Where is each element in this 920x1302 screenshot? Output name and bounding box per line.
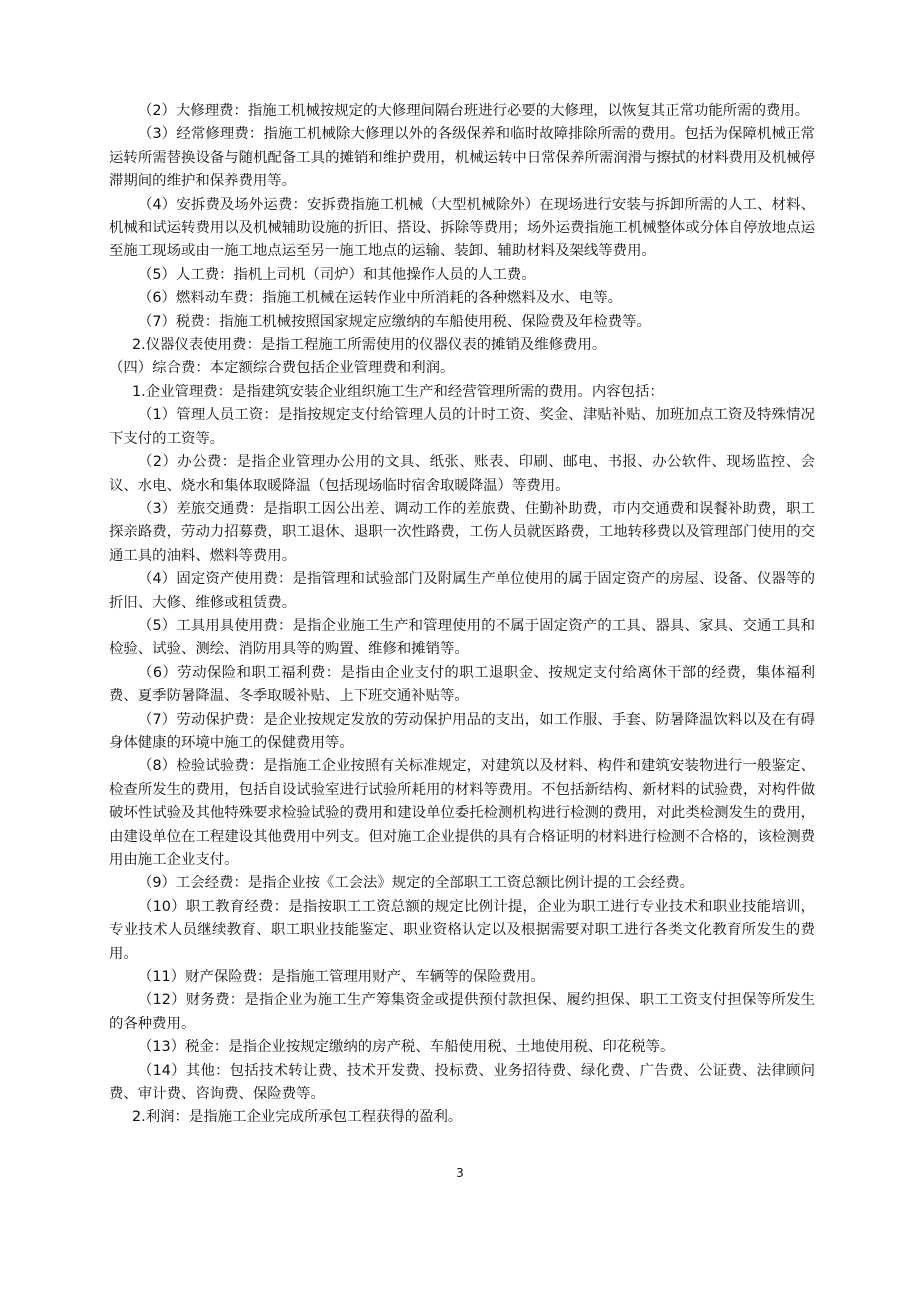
- page-number: 3: [456, 1166, 464, 1180]
- paragraph: （5）工具用具使用费：是指企业施工生产和管理使用的不属于固定资产的工具、器具、家具、交通工具和检验、试验、测绘、消防用具等的购置、维修和摊销等。: [109, 617, 815, 658]
- paragraph: 1.企业管理费：是指建筑安装企业组织施工生产和经营管理所需的费用。内容包括：: [132, 383, 664, 400]
- paragraph: （6）劳动保险和职工福利费：是指由企业支付的职工退职金、按规定支付给离休干部的经费，集体福利费、夏季防暑降温、冬季取暖补贴、上下班交通补贴等。: [109, 664, 815, 705]
- paragraph: （3）经常修理费：指施工机械除大修理以外的各级保养和临时故障排除所需的费用。包括为保障机械正常运转所需替换设备与随机配备工具的摊销和维护费用，机械运转中日常保养所需润滑与擦拭的材料费用及机械停滞期间的维护和保养费用等。: [109, 126, 815, 190]
- paragraph: （11）财产保险费：是指施工管理用财产、车辆等的保险费用。: [138, 969, 545, 986]
- paragraph: （2）大修理费：指施工机械按规定的大修理间隔台班进行必要的大修理，以恢复其正常功能所需的费用。: [138, 103, 810, 119]
- paragraph: （4）安拆费及场外运费：安拆费指施工机械（大型机械除外）在现场进行安装与拆卸所需的人工、材料、机械和试运转费用以及机械辅助设施的折旧、搭设、拆除等费用；场外运费指施工机械整体或分体自停放地点运至施工现场或由一施工地点运至另一施工地点的运输、装卸、辅助材料及架线等费用。: [109, 196, 815, 260]
- paragraph: （9）工会经费：是指企业按《工会法》规定的全部职工工资总额比例计提的工会经费。: [138, 875, 695, 892]
- paragraph: （6）燃料动车费：指施工机械在运转作业中所消耗的各种燃料及水、电等。: [138, 290, 623, 307]
- paragraph: （2）办公费：是指企业管理办公用的文具、纸张、账表、印刷、邮电、书报、办公软件、现场监控、会议、水电、烧水和集体取暖降温（包括现场临时宿舍取暖降温）等费用。: [109, 454, 815, 494]
- paragraph: （12）财务费：是指企业为施工生产筹集资金或提供预付款担保、履约担保、职工工资支付担保等所发生的各种费用。: [109, 992, 815, 1032]
- paragraph: （7）税费：指施工机械按照国家规定应缴纳的车船使用税、保险费及年检费等。: [138, 313, 651, 330]
- paragraph: （10）职工教育经费：是指按职工工资总额的规定比例计提，企业为职工进行专业技术和职业技能培训，专业技术人员继续教育、职工职业技能鉴定、职业资格认定以及根据需要对职工进行各类文化教育所发生的费用。: [109, 898, 815, 962]
- section-heading: （四）综合费：本定额综合费包括企业管理费和利润。: [109, 360, 455, 377]
- paragraph: （3）差旅交通费：是指职工因公出差、调动工作的差旅费、住勤补助费，市内交通费和误餐补助费，职工探亲路费，劳动力招募费，职工退休、退职一次性路费，工伤人员就医路费，工地转移费以及管理部门使用的交通工具的油料、燃料等费用。: [109, 500, 815, 564]
- paragraph: 2.利润：是指施工企业完成所承包工程获得的盈利。: [132, 1109, 463, 1126]
- paragraph: （7）劳动保护费：是企业按规定发放的劳动保护用品的支出，如工作服、手套、防暑降温饮料以及在有碍身体健康的环境中施工的保健费用等。: [109, 711, 815, 751]
- paragraph: （5）人工费：指机上司机（司炉）和其他操作人员的人工费。: [138, 266, 536, 283]
- paragraph: （1）管理人员工资：是指按规定支付给管理人员的计时工资、奖金、津贴补贴、加班加点工资及特殊情况下支付的工资等。: [109, 407, 815, 447]
- paragraph: （13）税金：是指企业按规定缴纳的房产税、车船使用税、土地使用税、印花税等。: [138, 1039, 675, 1056]
- paragraph: 2.仪器仪表使用费：是指工程施工所需使用的仪器仪表的摊销及维修费用。: [132, 337, 607, 354]
- document-body: [109, 100, 815, 1130]
- paragraph: （4）固定资产使用费：是指管理和试验部门及附属生产单位使用的属于固定资产的房屋、设备、仪器等的折旧、大修、维修或租赁费。: [109, 571, 815, 611]
- paragraph: （8）检验试验费：是指施工企业按照有关标准规定，对建筑以及材料、构件和建筑安装物进行一般鉴定、检查所发生的费用，包括自设试验室进行试验所耗用的材料等费用。不包括新结构、新材料的试验费，对构件做破坏性试验及其他特殊要求检验试验的费用和建设单位委托检测机构进行检测的费用，对此类检测发生的费用，由建设单位在工程建设其他费用中列支。但对施工企业提供的具有合格证明的材料进行检测不合格的，该检测费用由施工企业支付。: [109, 758, 815, 868]
- paragraph: （14）其他：包括技术转让费、技术开发费、投标费、业务招待费、绿化费、广告费、公证费、法律顾问费、审计费、咨询费、保险费等。: [109, 1062, 815, 1103]
